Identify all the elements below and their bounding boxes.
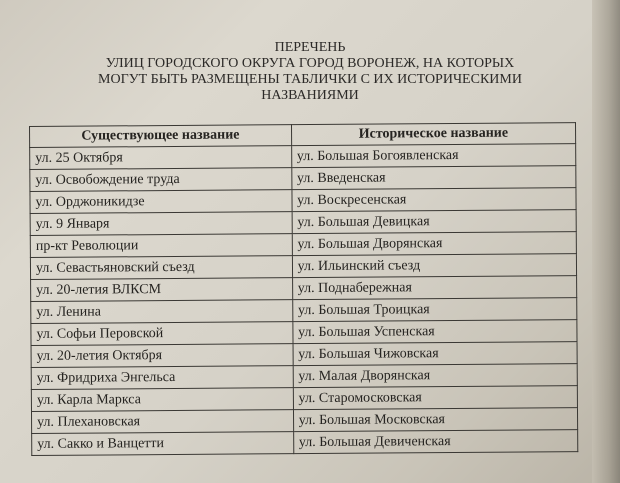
title-line: МОГУТ БЫТЬ РАЗМЕЩЕНЫ ТАБЛИЧКИ С ИХ ИСТОРИЧЕСКИМИ	[98, 72, 522, 87]
historical-name-cell: ул. Большая Чижовская	[293, 342, 578, 366]
current-name-cell: ул. Сакко и Ванцетти	[32, 432, 294, 456]
current-name-cell: ул. Орджоникидзе	[30, 190, 292, 214]
table-row	[32, 430, 578, 456]
historical-name-cell: ул. Введенская	[291, 166, 576, 190]
historical-name-cell: ул. Старомосковская	[293, 386, 578, 410]
historical-name-cell: ул. Большая Дворянская	[292, 232, 577, 256]
page-fold-shadow	[592, 0, 620, 483]
current-name-cell: ул. 9 Января	[30, 212, 292, 236]
current-name-cell: пр-кт Революции	[30, 234, 292, 258]
current-name-cell: ул. 20-летия ВЛКСМ	[31, 278, 293, 302]
current-name-cell: ул. Софьи Перовской	[31, 322, 293, 346]
historical-name-cell: ул. Воскресенская	[292, 188, 577, 212]
current-name-cell: ул. 20-летия Октября	[31, 344, 293, 368]
title-line: НАЗВАНИЯМИ	[261, 88, 359, 103]
historical-name-cell: ул. Большая Московская	[293, 408, 578, 432]
column-header-historical-name: Историческое название	[291, 123, 576, 146]
historical-name-cell: ул. Ильинский съезд	[292, 254, 577, 278]
historical-name-cell: ул. Большая Девицкая	[292, 210, 577, 234]
historical-name-cell: ул. Поднабережная	[292, 276, 577, 300]
title-line: УЛИЦ ГОРОДСКОГО ОКРУГА ГОРОД ВОРОНЕЖ, НА КОТОРЫХ	[105, 56, 515, 71]
current-name-cell: ул. 25 Октября	[30, 146, 292, 170]
document-title	[40, 40, 580, 104]
historical-name-cell: ул. Малая Дворянская	[293, 364, 578, 388]
historical-name-cell: ул. Большая Троицкая	[292, 298, 577, 322]
current-name-cell: ул. Севастьяновский съезд	[30, 256, 292, 280]
current-name-cell: ул. Ленина	[31, 300, 293, 324]
historical-name-cell: ул. Большая Успенская	[292, 320, 577, 344]
historical-name-cell: ул. Большая Богоявленская	[291, 144, 576, 168]
historical-name-cell: ул. Большая Девиченская	[293, 430, 578, 454]
current-name-cell: ул. Фридриха Энгельса	[31, 366, 293, 390]
title-line: ПЕРЕЧЕНЬ	[274, 40, 346, 55]
current-name-cell: ул. Карла Маркса	[31, 388, 293, 412]
current-name-cell: ул. Плехановская	[31, 410, 293, 434]
street-names-table	[29, 122, 578, 456]
current-name-cell: ул. Освобождение труда	[30, 168, 292, 192]
column-header-current-name: Существующее название	[30, 125, 292, 148]
